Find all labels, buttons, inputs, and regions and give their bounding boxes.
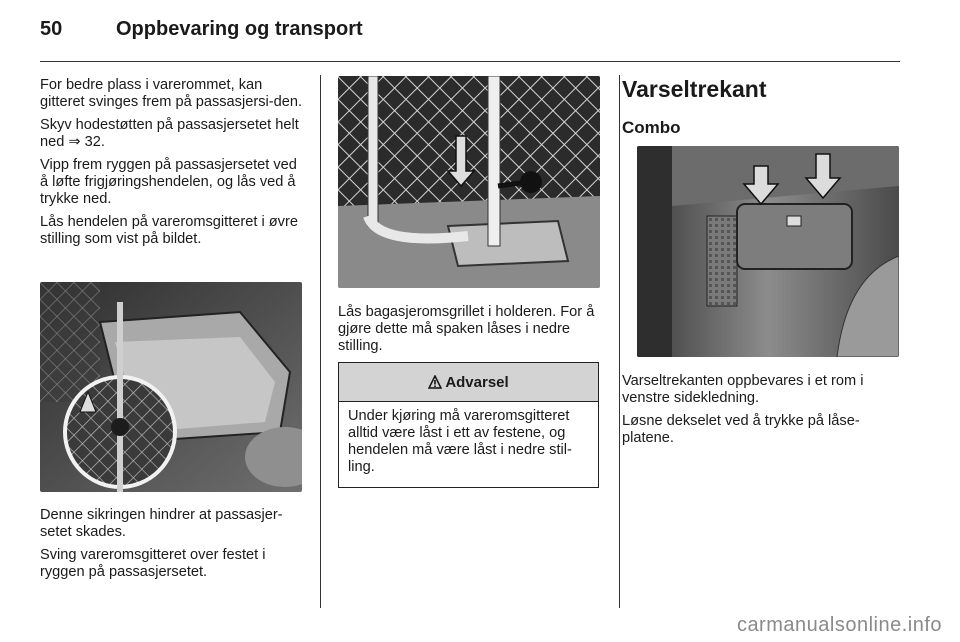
page-title: Oppbevaring og transport [116,18,363,40]
paragraph: Varseltrekanten oppbevares i et rom i venstre sidekledning. [622,373,864,406]
column-divider-right [619,75,620,608]
paragraph: Vipp frem ryggen på passasjersetet ved å løfte frigjøringshendelen, og lås ved å trykke ned. [40,157,297,207]
warning-triangle-icon [428,375,442,389]
warning-text: Under kjøring må vareromsgitteret alltid være låst i ett av festene, og hendelen må være låst i nedre stil-ling. [348,408,572,475]
seat-grille-illustration [40,282,302,492]
column-3-text [622,373,902,453]
warning-triangle-storage-illustration [637,146,899,357]
warning-box [338,362,599,488]
column-1-top-text [40,77,305,254]
paragraph: For bedre plass i varerommet, kan gitteret svinges frem på passasjersi-den. [40,77,302,110]
section-subheading: Combo [622,118,681,137]
warning-title: Advarsel [445,373,509,391]
paragraph: Sving vareromsgitteret over festet i ryggen på passasjersetet. [40,547,266,580]
paragraph: Lås hendelen på vareromsgitteret i øvre stilling som vist på bildet. [40,214,298,247]
warning-header [339,363,598,402]
page-number: 50 [40,18,63,40]
paragraph: Skyv hodestøtten på passasjersetet helt ned ⇒ 32. [40,117,299,150]
column-divider-left [320,75,321,608]
paragraph: Denne sikringen hindrer at passasjer-setet skades. [40,507,283,540]
paragraph: Lås bagasjeromsgrillet i holderen. For å gjøre dette må spaken låses i nedre stilling. [338,304,595,354]
section-heading: Varseltrekant [622,76,767,102]
column-1-bottom-text [40,507,310,587]
paragraph: Løsne dekselet ved å trykke på låse-platene. [622,413,860,446]
watermark: carmanualsonline.info [736,614,942,636]
header-divider [40,61,900,62]
column-2-text [338,304,601,361]
grille-lock-illustration [338,76,600,288]
